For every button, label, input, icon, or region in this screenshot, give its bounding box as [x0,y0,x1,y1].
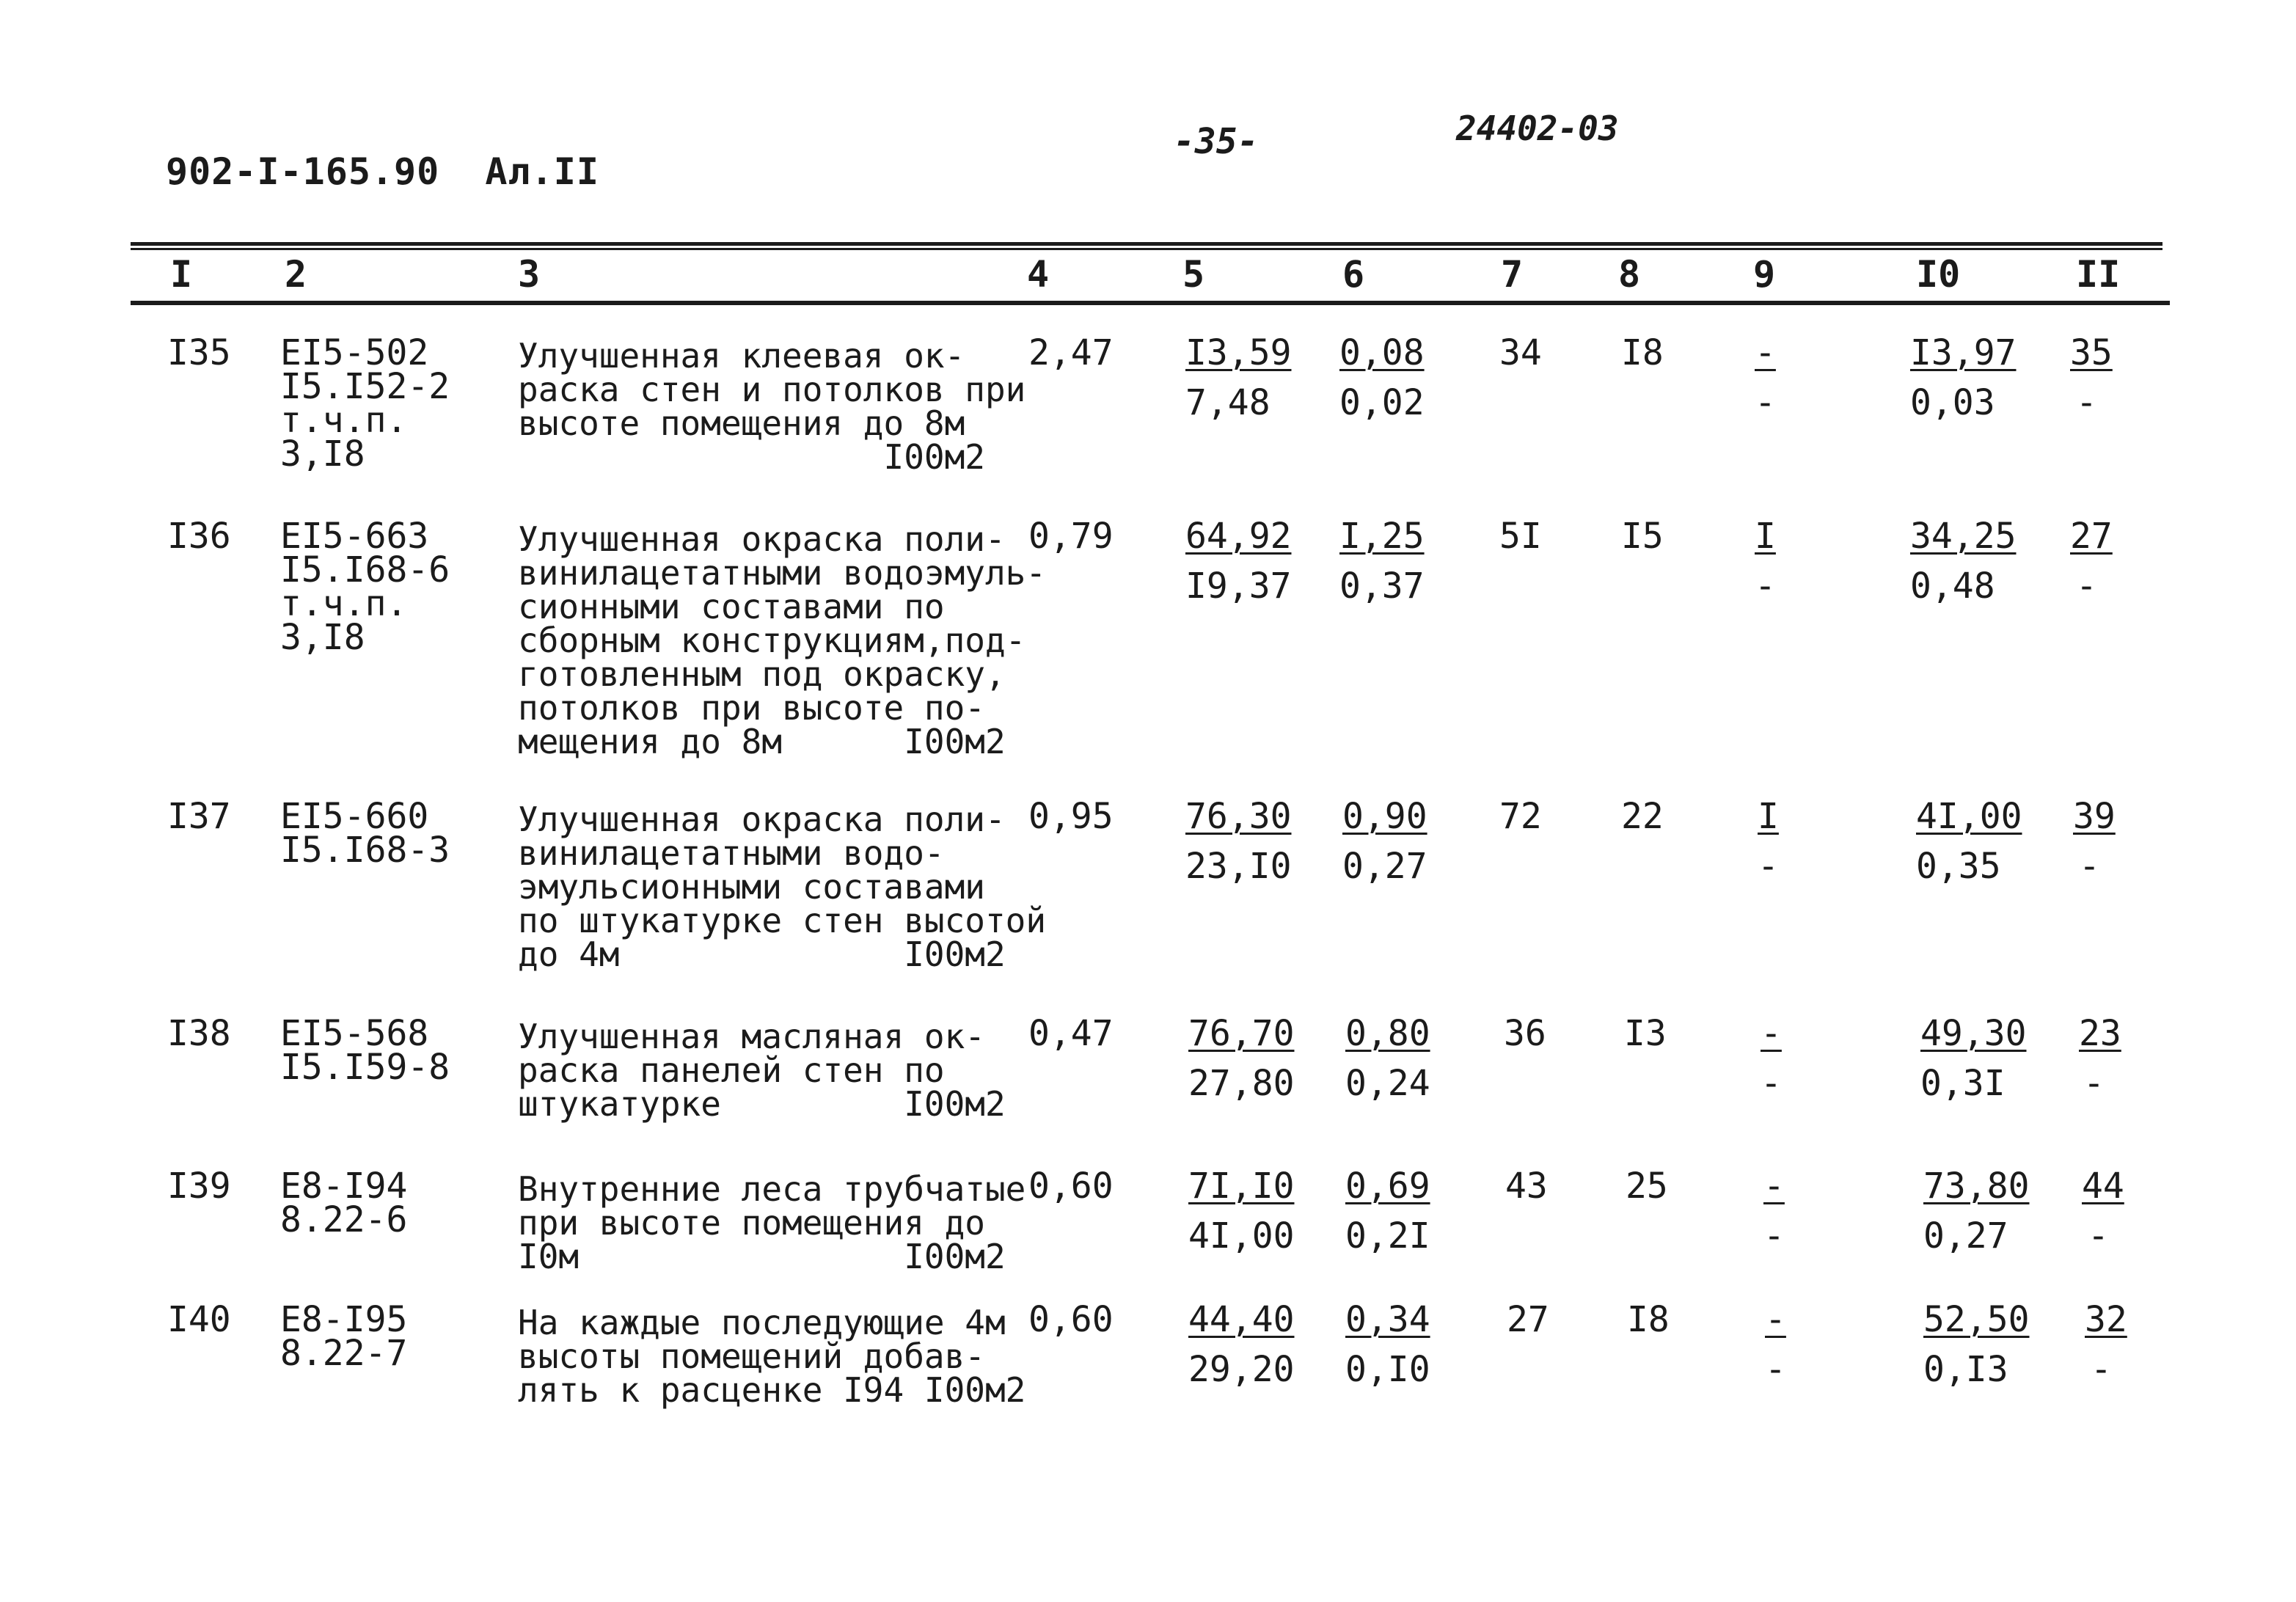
col10-bottom: 0,35 [1916,846,2001,887]
col-header-10: I0 [1916,253,1961,296]
col4-value: 2,47 [1028,332,1114,373]
col10-top: 52,50 [1923,1299,2030,1340]
col-header-1: I [170,253,193,296]
col11-top: 44 [2082,1166,2124,1207]
col6-top: I,25 [1339,516,1425,557]
col8-value: I8 [1621,332,1664,373]
row-code: EI5-502 I5.I52-2 т.ч.п. 3,I8 [280,332,450,475]
col9-bottom: - [1765,1349,1786,1390]
col11-top: 27 [2070,516,2113,557]
row-description: Улучшенная окраска поли- винилацетатными водоэмуль- сионными составами по сборным конструкциям,под- готовленным под окраску, потолков при высоте по- мещения до 8м I00м2 [518,519,1047,761]
col8-value: I3 [1624,1013,1667,1054]
col5-top: 64,92 [1185,516,1292,557]
col9-top: I [1758,796,1779,837]
col10-bottom: 0,27 [1923,1215,2008,1257]
col5-bottom: 4I,00 [1188,1215,1295,1257]
col10-top: 73,80 [1923,1166,2030,1207]
col8-value: I5 [1621,516,1664,557]
col11-bottom: - [2079,846,2100,887]
col6-bottom: 0,I0 [1345,1349,1430,1390]
col7-value: 36 [1504,1013,1546,1054]
row-number: I40 [167,1299,231,1340]
col7-value: 34 [1499,332,1542,373]
col5-bottom: 23,I0 [1185,846,1292,887]
col9-bottom: - [1761,1063,1782,1104]
col11-bottom: - [2076,382,2097,423]
col7-value: 5I [1499,516,1542,557]
col9-top: I [1755,516,1776,557]
col6-top: 0,69 [1345,1166,1430,1207]
row-number: I39 [167,1166,231,1207]
col10-bottom: 0,48 [1910,566,1995,607]
row-number: I38 [167,1013,231,1054]
col4-value: 0,60 [1028,1299,1114,1340]
col11-bottom: - [2091,1349,2112,1390]
row-code: E8-I95 8.22-7 [280,1299,408,1374]
row-number: I36 [167,516,231,557]
col-header-5: 5 [1182,253,1205,296]
col11-bottom: - [2076,566,2097,607]
col4-value: 0,47 [1028,1013,1114,1054]
col6-bottom: 0,27 [1342,846,1427,887]
col6-top: 0,90 [1342,796,1427,837]
col6-bottom: 0,2I [1345,1215,1430,1257]
col9-bottom: - [1763,1215,1785,1257]
col5-top: 76,70 [1188,1013,1295,1054]
row-code: EI5-663 I5.I68-6 т.ч.п. 3,I8 [280,516,450,658]
col11-bottom: - [2088,1215,2109,1257]
col11-top: 35 [2070,332,2113,373]
col-header-3: 3 [518,253,541,296]
row-description: Улучшенная масляная ок- раска панелей стен по штукатурке I00м2 [518,1017,1006,1124]
col-header-6: 6 [1342,253,1365,296]
col7-value: 27 [1507,1299,1549,1340]
row-number: I37 [167,796,231,837]
col9-bottom: - [1758,846,1779,887]
col11-top: 32 [2085,1299,2127,1340]
col-header-9: 9 [1753,253,1776,296]
col9-bottom: - [1755,382,1776,423]
col11-top: 39 [2073,796,2116,837]
col6-top: 0,08 [1339,332,1425,373]
col10-bottom: 0,3I [1920,1063,2006,1104]
col6-top: 0,34 [1345,1299,1430,1340]
col10-top: I3,97 [1910,332,2017,373]
col5-top: I3,59 [1185,332,1292,373]
row-code: EI5-660 I5.I68-3 [280,796,450,871]
col-header-11: II [2076,253,2121,296]
row-description: Внутренние леса трубчатые при высоте помещения до I0м I00м2 [518,1169,1026,1276]
col9-top: - [1761,1013,1782,1054]
row-description: Улучшенная клеевая ок- раска стен и потолков при высоте помещения до 8м I00м2 [518,336,1026,477]
col5-bottom: 7,48 [1185,382,1271,423]
row-code: EI5-568 I5.I59-8 [280,1013,450,1088]
col10-bottom: 0,03 [1910,382,1995,423]
col10-top: 49,30 [1920,1013,2027,1054]
row-description: Улучшенная окраска поли- винилацетатными водо- эмульсионными составами по штукатурке стен высотой до 4м I00м2 [518,800,1047,974]
col6-top: 0,80 [1345,1013,1430,1054]
col4-value: 0,95 [1028,796,1114,837]
col10-top: 34,25 [1910,516,2017,557]
row-number: I35 [167,332,231,373]
col10-bottom: 0,I3 [1923,1349,2008,1390]
col11-top: 23 [2079,1013,2121,1054]
col9-top: - [1765,1299,1786,1340]
col5-top: 7I,I0 [1188,1166,1295,1207]
col7-value: 43 [1505,1166,1548,1207]
handwritten-stamp: 24402-03 [1456,109,1619,148]
table-header-rule [131,301,2170,305]
row-code: E8-I94 8.22-6 [280,1166,408,1240]
row-description: На каждые последующие 4м высоты помещений добав- лять к расценке I94 I00м2 [518,1303,1026,1410]
table-top-rule-inner [131,248,2162,250]
col9-bottom: - [1755,566,1776,607]
col-header-8: 8 [1618,253,1641,296]
col10-top: 4I,00 [1916,796,2022,837]
col4-value: 0,79 [1028,516,1114,557]
page-number: -35- [1174,121,1259,162]
col9-top: - [1763,1166,1785,1207]
col5-top: 44,40 [1188,1299,1295,1340]
table-top-rule [131,242,2162,246]
col5-bottom: I9,37 [1185,566,1292,607]
col5-bottom: 29,20 [1188,1349,1295,1390]
col-header-4: 4 [1027,253,1050,296]
col6-bottom: 0,37 [1339,566,1425,607]
col5-bottom: 27,80 [1188,1063,1295,1104]
col4-value: 0,60 [1028,1166,1114,1207]
col6-bottom: 0,02 [1339,382,1425,423]
col6-bottom: 0,24 [1345,1063,1430,1104]
col8-value: I8 [1627,1299,1670,1340]
col8-value: 22 [1621,796,1664,837]
col11-bottom: - [2083,1063,2105,1104]
document-code: 902-I-165.90 Ал.II [166,150,599,193]
col-header-2: 2 [285,253,307,296]
col9-top: - [1755,332,1776,373]
col7-value: 72 [1499,796,1542,837]
col-header-7: 7 [1501,253,1524,296]
col8-value: 25 [1626,1166,1668,1207]
col5-top: 76,30 [1185,796,1292,837]
